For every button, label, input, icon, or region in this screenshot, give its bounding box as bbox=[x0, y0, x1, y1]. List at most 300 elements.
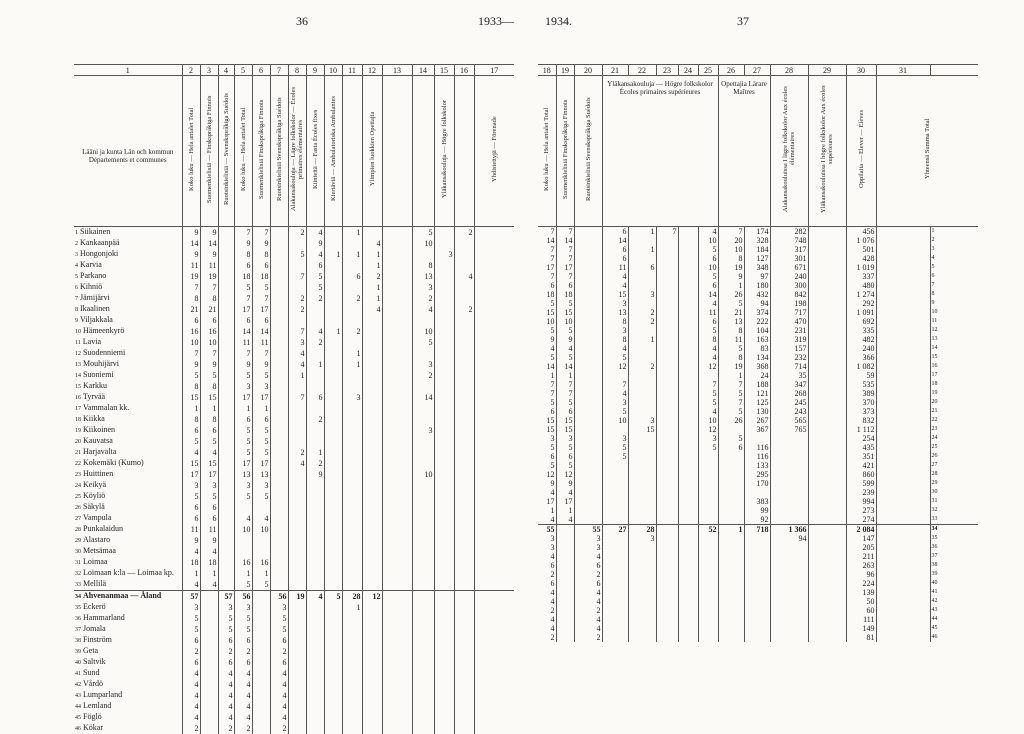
cell: 5 bbox=[602, 407, 628, 416]
cell bbox=[556, 597, 574, 606]
cell bbox=[218, 436, 234, 447]
cell: 6 bbox=[200, 513, 218, 524]
cell bbox=[270, 304, 288, 315]
cell bbox=[698, 561, 718, 570]
cell bbox=[454, 249, 474, 260]
cell: 9 bbox=[306, 238, 324, 249]
cell: 4 bbox=[252, 513, 270, 524]
commune-name bbox=[74, 381, 182, 392]
cell bbox=[678, 615, 698, 624]
cell bbox=[556, 552, 574, 561]
cell bbox=[306, 480, 324, 491]
cell bbox=[678, 263, 698, 272]
cell bbox=[362, 370, 382, 381]
cell bbox=[270, 227, 288, 239]
cell bbox=[656, 308, 678, 317]
cell: 4 bbox=[538, 344, 556, 353]
cell: 3 bbox=[538, 434, 556, 443]
cell bbox=[454, 524, 474, 535]
cell: 231 bbox=[770, 326, 808, 335]
cell: 8 bbox=[602, 335, 628, 344]
row-number-right: 19 bbox=[930, 389, 978, 398]
cell bbox=[876, 317, 930, 326]
row-number: 11 bbox=[75, 340, 81, 346]
left-header-row bbox=[74, 76, 514, 227]
cell: 7 bbox=[602, 380, 628, 389]
column-number: 5 bbox=[234, 65, 252, 76]
cell: 134 bbox=[744, 353, 770, 362]
cell bbox=[454, 370, 474, 381]
cell: 1 bbox=[538, 371, 556, 380]
cell: 1 bbox=[718, 281, 744, 290]
cell bbox=[770, 506, 808, 515]
cell: 5 bbox=[718, 434, 744, 443]
header-c7: Ruotsinkielisiä Svenskspråkiga Suédois bbox=[270, 76, 288, 227]
row-number-right: 25 bbox=[930, 443, 978, 452]
table-row bbox=[538, 624, 978, 633]
cell bbox=[876, 308, 930, 317]
cell bbox=[876, 534, 930, 543]
cell: 15 bbox=[200, 392, 218, 403]
table-row bbox=[74, 613, 514, 624]
cell bbox=[218, 579, 234, 591]
header-c9: Kiinteitä — Fasta Écoles fixes bbox=[306, 76, 324, 227]
cell bbox=[698, 497, 718, 506]
cell: 14 bbox=[234, 326, 252, 337]
cell: 14 bbox=[698, 290, 718, 299]
cell: 5 bbox=[556, 398, 574, 407]
cell: 18 bbox=[252, 271, 270, 282]
column-number: 24 bbox=[678, 65, 698, 76]
table-row bbox=[74, 602, 514, 613]
cell: 10 bbox=[182, 337, 200, 348]
cell bbox=[744, 534, 770, 543]
cell bbox=[744, 552, 770, 561]
cell bbox=[602, 597, 628, 606]
cell bbox=[718, 597, 744, 606]
cell bbox=[306, 624, 324, 635]
row-number-right: 38 bbox=[930, 561, 978, 570]
cell bbox=[454, 348, 474, 359]
cell: 1 274 bbox=[846, 290, 876, 299]
cell bbox=[382, 359, 412, 370]
cell bbox=[412, 524, 434, 535]
cell bbox=[678, 633, 698, 642]
cell: 35 bbox=[770, 371, 808, 380]
cell: 5 bbox=[718, 299, 744, 308]
row-number: 23 bbox=[75, 472, 81, 478]
cell: 16 bbox=[234, 557, 252, 568]
cell bbox=[602, 497, 628, 506]
cell bbox=[218, 238, 234, 249]
cell bbox=[412, 579, 434, 591]
cell bbox=[218, 469, 234, 480]
cell bbox=[412, 568, 434, 579]
cell bbox=[454, 568, 474, 579]
cell bbox=[808, 606, 846, 615]
cell: 6 bbox=[602, 227, 628, 237]
cell bbox=[678, 344, 698, 353]
cell: 5 bbox=[556, 299, 574, 308]
cell: 9 bbox=[182, 359, 200, 370]
cell: 456 bbox=[846, 227, 876, 237]
cell: 5 bbox=[252, 579, 270, 591]
cell: 3 bbox=[628, 534, 656, 543]
commune-label: Viljakkala bbox=[80, 315, 113, 324]
cell bbox=[288, 668, 306, 679]
cell: 2 bbox=[362, 271, 382, 282]
cell: 348 bbox=[744, 263, 770, 272]
column-number: 31 bbox=[876, 65, 930, 76]
cell bbox=[574, 416, 602, 425]
row-number-right: 46 bbox=[930, 633, 978, 642]
cell bbox=[808, 515, 846, 525]
cell: 13 bbox=[234, 469, 252, 480]
cell: 3 bbox=[342, 392, 362, 403]
cell: 11 bbox=[602, 263, 628, 272]
cell: 3 bbox=[412, 425, 434, 436]
cell bbox=[324, 348, 342, 359]
right-page bbox=[538, 64, 958, 694]
cell bbox=[808, 344, 846, 353]
cell: 4 bbox=[538, 552, 556, 561]
cell: 1 bbox=[234, 403, 252, 414]
cell bbox=[876, 227, 930, 237]
cell bbox=[252, 657, 270, 668]
column-number: 8 bbox=[288, 65, 306, 76]
table-row bbox=[538, 461, 978, 470]
table-row bbox=[74, 271, 514, 282]
cell bbox=[382, 337, 412, 348]
cell: 6 bbox=[200, 425, 218, 436]
row-number: 5 bbox=[75, 274, 78, 280]
cell bbox=[678, 588, 698, 597]
cell bbox=[808, 407, 846, 416]
cell: 5 bbox=[234, 370, 252, 381]
cell bbox=[342, 304, 362, 315]
cell: 6 bbox=[182, 657, 200, 668]
cell bbox=[342, 425, 362, 436]
cell: 5 bbox=[718, 344, 744, 353]
cell bbox=[656, 299, 678, 308]
cell bbox=[454, 447, 474, 458]
cell bbox=[382, 613, 412, 624]
cell: 8 bbox=[182, 381, 200, 392]
cell: 5 bbox=[270, 613, 288, 624]
cell bbox=[474, 502, 514, 513]
cell bbox=[744, 624, 770, 633]
cell: 9 bbox=[306, 469, 324, 480]
commune-label: Kokemäki (Kumo) bbox=[83, 458, 144, 467]
cell: 4 bbox=[698, 344, 718, 353]
cell bbox=[342, 668, 362, 679]
cell bbox=[678, 416, 698, 425]
cell bbox=[342, 657, 362, 668]
cell bbox=[252, 690, 270, 701]
cell bbox=[474, 447, 514, 458]
cell: 17 bbox=[538, 263, 556, 272]
cell: 16 bbox=[252, 557, 270, 568]
cell bbox=[362, 414, 382, 425]
row-number: 37 bbox=[75, 627, 81, 633]
cell bbox=[306, 557, 324, 568]
cell bbox=[412, 712, 434, 723]
cell: 7 bbox=[556, 389, 574, 398]
cell bbox=[678, 479, 698, 488]
cell: 8 bbox=[718, 254, 744, 263]
cell bbox=[270, 271, 288, 282]
cell bbox=[602, 470, 628, 479]
cell: 4 bbox=[538, 588, 556, 597]
cell bbox=[678, 371, 698, 380]
cell bbox=[324, 447, 342, 458]
cell: 5 bbox=[698, 398, 718, 407]
cell: 4 bbox=[556, 488, 574, 497]
cell bbox=[454, 469, 474, 480]
cell: 9 bbox=[556, 479, 574, 488]
commune-label: Vampula bbox=[83, 513, 111, 522]
cell bbox=[628, 344, 656, 353]
cell bbox=[628, 380, 656, 389]
cell: 370 bbox=[846, 398, 876, 407]
cell bbox=[678, 470, 698, 479]
cell bbox=[808, 245, 846, 254]
cell bbox=[628, 606, 656, 615]
header-c29: Yläkansakouluissa I högre folkskolor Aux écoles supérieures bbox=[808, 76, 846, 227]
cell bbox=[808, 461, 846, 470]
cell bbox=[434, 535, 454, 546]
cell bbox=[454, 657, 474, 668]
row-number: 21 bbox=[75, 450, 81, 456]
cell bbox=[656, 371, 678, 380]
cell bbox=[324, 624, 342, 635]
cell: 5 bbox=[200, 491, 218, 502]
cell bbox=[808, 597, 846, 606]
header-c11 bbox=[342, 76, 362, 227]
cell bbox=[628, 515, 656, 525]
cell bbox=[434, 557, 454, 568]
cell bbox=[574, 281, 602, 290]
cell: 4 bbox=[454, 271, 474, 282]
cell bbox=[678, 299, 698, 308]
cell bbox=[474, 624, 514, 635]
row-number-right: 2 bbox=[930, 236, 978, 245]
cell: 9 bbox=[538, 479, 556, 488]
table-row bbox=[538, 579, 978, 588]
cell: 18 bbox=[200, 557, 218, 568]
cell bbox=[876, 254, 930, 263]
cell bbox=[412, 635, 434, 646]
cell bbox=[200, 723, 218, 734]
cell: 373 bbox=[846, 407, 876, 416]
cell bbox=[218, 348, 234, 359]
cell bbox=[362, 679, 382, 690]
row-number: 26 bbox=[75, 505, 81, 511]
cell: 1 bbox=[628, 335, 656, 344]
cell: 2 bbox=[288, 227, 306, 239]
cell bbox=[218, 513, 234, 524]
cell: 12 bbox=[362, 591, 382, 603]
cell bbox=[218, 546, 234, 557]
cell bbox=[474, 271, 514, 282]
table-row bbox=[74, 557, 514, 568]
cell: 5 bbox=[556, 326, 574, 335]
cell: 5 bbox=[538, 326, 556, 335]
row-number: 39 bbox=[75, 649, 81, 655]
cell bbox=[628, 407, 656, 416]
cell bbox=[324, 304, 342, 315]
cell: 4 bbox=[270, 701, 288, 712]
cell bbox=[434, 304, 454, 315]
cell bbox=[656, 326, 678, 335]
cell: 6 bbox=[182, 425, 200, 436]
cell bbox=[412, 668, 434, 679]
cell: 5 bbox=[270, 624, 288, 635]
table-row bbox=[538, 452, 978, 461]
cell bbox=[288, 646, 306, 657]
table-row bbox=[538, 290, 978, 299]
cell: 1 bbox=[538, 506, 556, 515]
commune-label: Karkku bbox=[83, 381, 107, 390]
commune-name bbox=[74, 635, 182, 646]
cell: 717 bbox=[770, 308, 808, 317]
cell bbox=[808, 236, 846, 245]
table-row bbox=[538, 443, 978, 452]
cell: 5 bbox=[252, 425, 270, 436]
cell bbox=[602, 506, 628, 515]
cell: 10 bbox=[698, 263, 718, 272]
cell bbox=[382, 591, 412, 603]
cell bbox=[454, 392, 474, 403]
cell bbox=[876, 425, 930, 434]
cell bbox=[362, 458, 382, 469]
commune-label: Kankaanpää bbox=[80, 238, 120, 247]
table-row bbox=[74, 293, 514, 304]
table-row bbox=[74, 282, 514, 293]
cell bbox=[362, 568, 382, 579]
cell bbox=[270, 458, 288, 469]
cell: 9 bbox=[252, 238, 270, 249]
cell: 4 bbox=[200, 447, 218, 458]
cell bbox=[362, 502, 382, 513]
cell: 3 bbox=[628, 290, 656, 299]
cell: 21 bbox=[200, 304, 218, 315]
cell: 28 bbox=[628, 525, 656, 535]
row-number-right: 39 bbox=[930, 570, 978, 579]
commune-label: Geta bbox=[83, 646, 98, 655]
cell bbox=[270, 557, 288, 568]
cell bbox=[288, 238, 306, 249]
cell bbox=[808, 290, 846, 299]
cell: 7 bbox=[718, 227, 744, 237]
cell bbox=[382, 502, 412, 513]
cell bbox=[574, 299, 602, 308]
commune-name bbox=[74, 469, 182, 480]
cell bbox=[270, 260, 288, 271]
cell bbox=[678, 272, 698, 281]
cell bbox=[808, 570, 846, 579]
table-row bbox=[538, 479, 978, 488]
cell bbox=[288, 403, 306, 414]
cell bbox=[382, 723, 412, 734]
cell bbox=[218, 568, 234, 579]
cell bbox=[628, 506, 656, 515]
table-row bbox=[538, 488, 978, 497]
cell bbox=[362, 436, 382, 447]
cell bbox=[628, 615, 656, 624]
cell: 5 bbox=[234, 436, 252, 447]
table-row bbox=[538, 588, 978, 597]
cell bbox=[808, 497, 846, 506]
cell: 2 bbox=[234, 646, 252, 657]
cell: 4 bbox=[288, 458, 306, 469]
cell bbox=[656, 236, 678, 245]
cell bbox=[288, 568, 306, 579]
cell: 6 bbox=[218, 657, 234, 668]
row-number: 24 bbox=[75, 483, 81, 489]
cell bbox=[656, 488, 678, 497]
row-number-right: 18 bbox=[930, 380, 978, 389]
cell bbox=[434, 469, 454, 480]
cell: 6 bbox=[556, 407, 574, 416]
cell bbox=[454, 712, 474, 723]
cell: 10 bbox=[234, 524, 252, 535]
cell bbox=[382, 635, 412, 646]
cell bbox=[628, 497, 656, 506]
cell: 1 bbox=[252, 403, 270, 414]
cell: 2 bbox=[574, 606, 602, 615]
cell bbox=[876, 272, 930, 281]
column-number: 3 bbox=[200, 65, 218, 76]
column-number: 14 bbox=[412, 65, 434, 76]
cell: 7 bbox=[538, 272, 556, 281]
cell bbox=[200, 613, 218, 624]
cell bbox=[362, 546, 382, 557]
cell: 4 bbox=[218, 712, 234, 723]
row-number: 6 bbox=[75, 285, 78, 291]
cell: 4 bbox=[200, 546, 218, 557]
cell bbox=[602, 461, 628, 470]
cell bbox=[876, 452, 930, 461]
cell bbox=[218, 458, 234, 469]
cell: 2 bbox=[574, 633, 602, 642]
cell bbox=[698, 606, 718, 615]
header-c18: Koko luku — Hela antalet Total bbox=[538, 76, 556, 227]
cell: 18 bbox=[182, 557, 200, 568]
cell bbox=[306, 613, 324, 624]
cell: 59 bbox=[846, 371, 876, 380]
cell bbox=[770, 606, 808, 615]
cell bbox=[342, 447, 362, 458]
cell bbox=[876, 633, 930, 642]
cell bbox=[270, 282, 288, 293]
cell bbox=[434, 447, 454, 458]
header-c31: Yhteensä Summa Total bbox=[876, 76, 978, 227]
cell bbox=[270, 414, 288, 425]
cell bbox=[474, 613, 514, 624]
cell bbox=[382, 381, 412, 392]
cell: 671 bbox=[770, 263, 808, 272]
cell bbox=[808, 263, 846, 272]
cell: 6 bbox=[538, 561, 556, 570]
cell bbox=[876, 290, 930, 299]
cell bbox=[628, 470, 656, 479]
cell bbox=[288, 679, 306, 690]
cell bbox=[744, 588, 770, 597]
cell: 9 bbox=[200, 535, 218, 546]
row-number-right: 29 bbox=[930, 479, 978, 488]
cell bbox=[698, 624, 718, 633]
